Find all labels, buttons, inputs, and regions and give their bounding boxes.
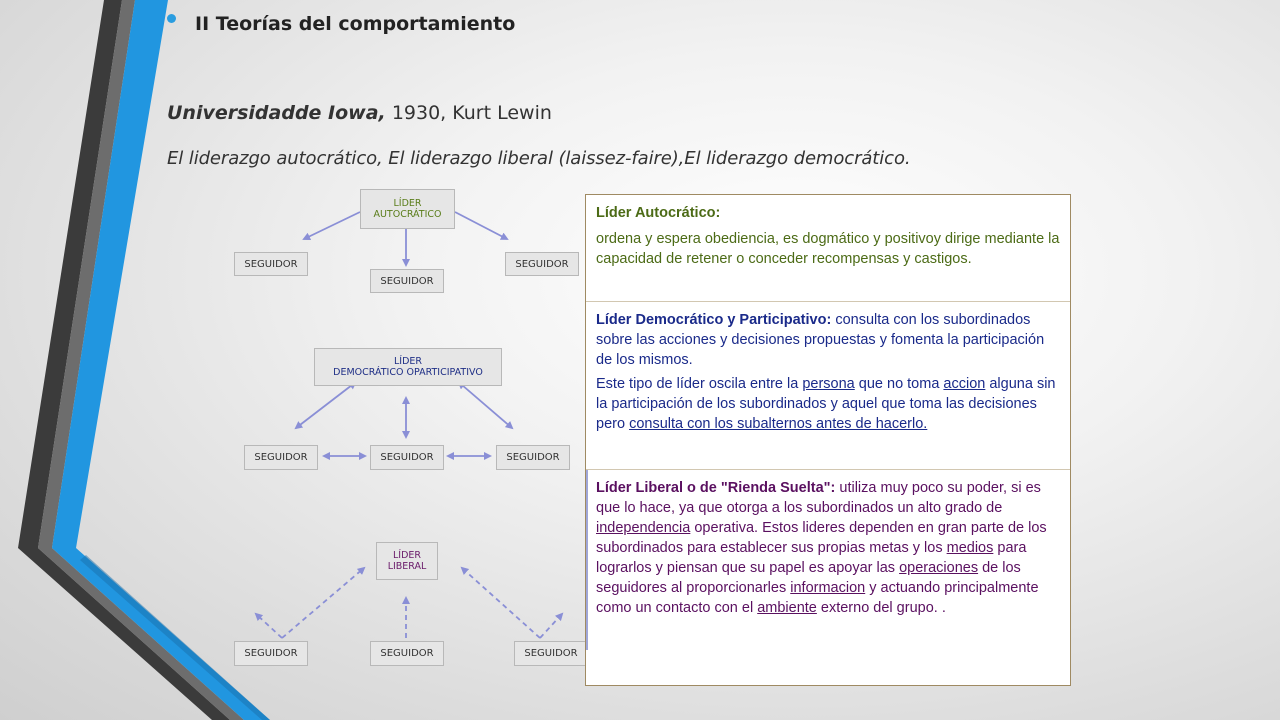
- leader-type: DEMOCRÁTICO OPARTICIPATIVO: [333, 367, 483, 378]
- link-consulta[interactable]: consulta con los subalternos antes de hacerlo.: [629, 416, 928, 432]
- autocratic-cell: [586, 195, 1070, 301]
- autocratic-follower-left: SEGUIDOR: [234, 252, 308, 276]
- autocratic-description: ordena y espera obediencia, es dogmático y positivoy dirige mediante la capacidad de retener o conceder recompensas y castigos.: [596, 231, 1060, 267]
- democratic-follower-left: SEGUIDOR: [244, 445, 318, 470]
- text-span: alguna sin la participación de los subordinados y aquel que toma las decisiones pero: [596, 376, 1056, 432]
- demo-arrow-right: [462, 385, 512, 428]
- link-informacion[interactable]: informacion: [790, 580, 866, 596]
- link-medios[interactable]: medios: [946, 540, 994, 556]
- text-span: externo del grupo. .: [816, 600, 946, 616]
- text-span: de los seguidores al proporcionarles: [596, 560, 1021, 596]
- link-independencia[interactable]: independencia: [596, 520, 691, 536]
- liberal-follower-center: SEGUIDOR: [370, 641, 444, 666]
- link-operaciones[interactable]: operaciones: [899, 560, 979, 576]
- lib-arrow-out-right: [540, 614, 562, 638]
- democratic-follower-center: SEGUIDOR: [370, 445, 444, 470]
- leader-type: AUTOCRÁTICO: [373, 209, 442, 220]
- auto-arrow-left: [304, 212, 360, 239]
- university-name: Universidadde Iowa,: [167, 102, 386, 124]
- lib-arrow-right: [462, 568, 540, 638]
- text-span: que no toma: [854, 376, 944, 392]
- democratic-paragraph-2: [596, 374, 1060, 434]
- link-persona[interactable]: persona: [802, 376, 855, 392]
- liberal-follower-left: SEGUIDOR: [234, 641, 308, 666]
- liberal-paragraph: [596, 478, 1060, 618]
- liberal-follower-right: SEGUIDOR: [514, 641, 588, 666]
- leader-type: LIBERAL: [387, 561, 427, 572]
- text-span: y actuando principalmente como un contacto con el: [596, 580, 1039, 616]
- link-ambiente[interactable]: ambiente: [757, 600, 817, 616]
- lib-arrow-out-left: [256, 614, 282, 638]
- leadership-types-panel: [585, 194, 1071, 686]
- autocratic-follower-right: SEGUIDOR: [505, 252, 579, 276]
- leader-label: LÍDER: [393, 356, 422, 367]
- text-span: operativa. Estos lideres dependen en gran parte de los subordinados para establecer sus propias metas y los: [596, 520, 1047, 556]
- liberal-heading: Líder Liberal o de "Rienda Suelta":: [596, 480, 836, 496]
- liberal-leader-box: [376, 542, 438, 580]
- democratic-paragraph-1: [596, 310, 1060, 370]
- autocratic-heading: Líder Autocrático:: [596, 205, 721, 221]
- leader-label: LÍDER: [392, 550, 421, 561]
- text-span: utiliza muy poco su poder, si es que lo hace, ya que otorga a los subordinados un alto grado de: [596, 480, 1041, 516]
- selection-bar: [586, 470, 588, 650]
- autocratic-follower-center: SEGUIDOR: [370, 269, 444, 293]
- subtitle-rest: 1930, Kurt Lewin: [385, 102, 552, 124]
- democratic-cell: [586, 301, 1070, 469]
- democratic-heading: Líder Democrático y Participativo:: [596, 312, 832, 328]
- text-span: para lograrlos y piensan que su papel es apoyar las: [596, 540, 1027, 576]
- democratic-leader-box: [314, 348, 502, 386]
- democratic-description: consulta con los subordinados sobre las acciones y decisiones propuestas y fomenta la participación de los mismos.: [596, 312, 1045, 368]
- auto-arrow-right: [455, 212, 507, 239]
- slide-title: II Teorías del comportamiento: [195, 13, 516, 35]
- democratic-follower-right: SEGUIDOR: [496, 445, 570, 470]
- text-span: Este tipo de líder oscila entre la: [596, 376, 803, 392]
- autocratic-leader-box: [360, 189, 455, 229]
- demo-arrow-left: [296, 385, 352, 428]
- liberal-cell: [586, 469, 1070, 685]
- leadership-styles-line: El liderazgo autocrático, El liderazgo liberal (laissez-faire),El liderazgo democrático.: [167, 148, 911, 169]
- link-accion[interactable]: accion: [943, 376, 986, 392]
- leader-label: LÍDER: [393, 198, 422, 209]
- lib-arrow-left: [282, 568, 364, 638]
